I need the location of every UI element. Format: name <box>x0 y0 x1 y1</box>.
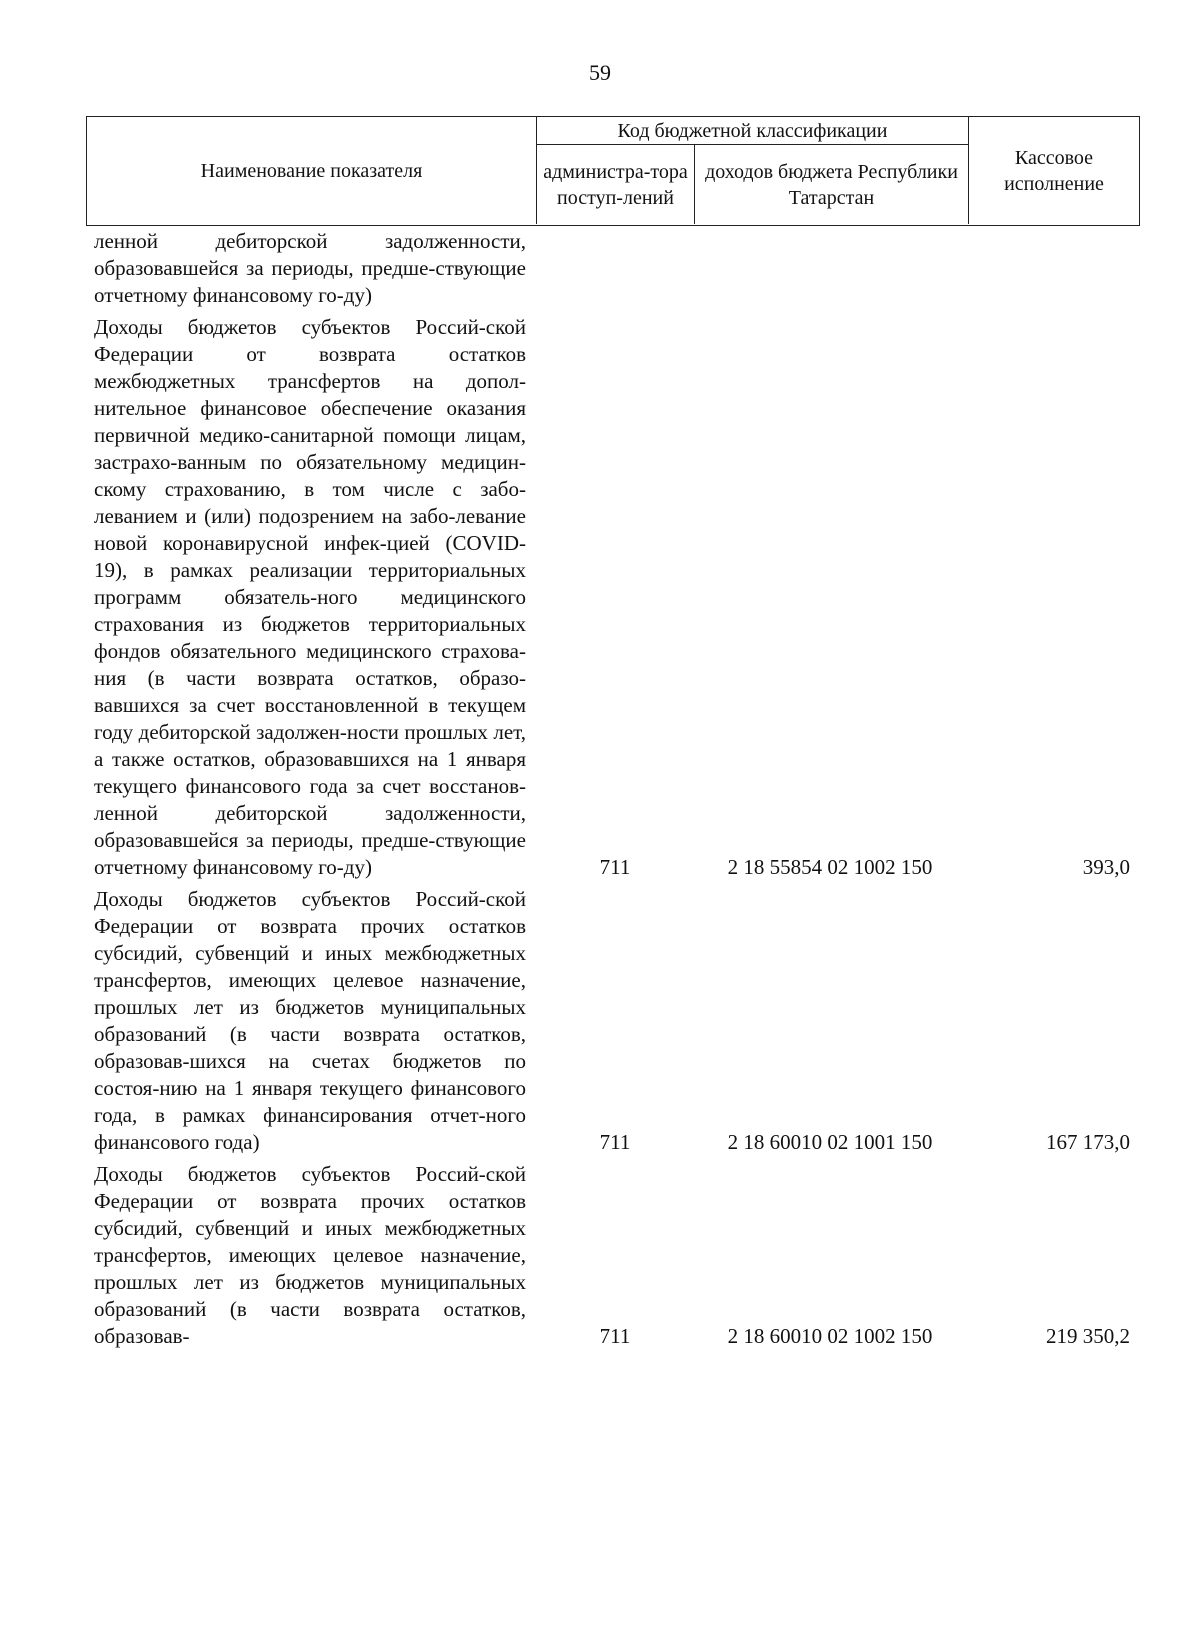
row-amount: 393,0 <box>1082 855 1130 879</box>
header-admin-column: администра-тора поступ-лений <box>537 145 695 224</box>
table-row <box>0 886 1200 1156</box>
table-row <box>0 228 1200 309</box>
row-description: Доходы бюджетов субъектов Россий-ской Федерации от возврата прочих остатков субсидий, субвенций и иных межбюджетных трансфертов, имеющих целевое назначение, прошлых лет из бюджетов муниципальных образований (в части возврата остатков, образовав-шихся на счетах бюджетов по состоя-нию на 1 января текущего финансового года, в рамках финансирования отчет-ного финансового года) <box>94 887 526 1154</box>
row-income-code: 2 18 60010 02 1001 150 <box>727 1130 933 1154</box>
row-admin-code: 711 <box>599 1130 631 1154</box>
row-admin-code: 711 <box>599 1324 631 1348</box>
table-body <box>0 228 1200 1350</box>
row-description: Доходы бюджетов субъектов Россий-ской Федерации от возврата остатков межбюджетных трансфертов на допол-нительное финансовое обеспечение оказания первичной медико-санитарной помощи лицам, застрахо-ванным по обязательному медицин-скому страхованию, в том числе с забо-леванием и (или) подозрением на забо-левание новой коронавирусной инфек-цией (COVID-19), в рамках реализации территориальных программ обязатель-ного медицинского страхования из бюджетов территориальных фондов обязательного медицинского страхова-ния (в части возврата остатков, образо-вавшихся за счет восстановленной в текущем году дебиторской задолжен-ности прошлых лет, а также остатков, образовавшихся на 1 января текущего финансового года за счет восстанов-ленной дебиторской задолженности, образовавшейся за периоды, предше-ствующие отчетному финансовому го-ду) <box>94 315 526 879</box>
row-income-code: 2 18 55854 02 1002 150 <box>727 855 933 879</box>
row-amount: 167 173,0 <box>1046 1130 1130 1154</box>
row-description: Доходы бюджетов субъектов Россий-ской Федерации от возврата прочих остатков субсидий, субвенций и иных межбюджетных трансфертов, имеющих целевое назначение, прошлых лет из бюджетов муниципальных образований (в части возврата остатков, образовав- <box>94 1162 526 1348</box>
header-code-group: Код бюджетной классификации <box>537 117 969 145</box>
header-execution-column: Кассовое исполнение <box>1004 146 1104 195</box>
header-income-column: доходов бюджета Республики Татарстан <box>695 145 969 224</box>
row-income-code: 2 18 60010 02 1002 150 <box>727 1324 933 1348</box>
row-description: ленной дебиторской задолженности, образовавшейся за периоды, предше-ствующие отчетному финансовому го-ду) <box>94 229 526 307</box>
row-admin-code: 711 <box>599 855 631 879</box>
table-row <box>0 314 1200 881</box>
table-row <box>0 1161 1200 1350</box>
table-header <box>86 116 1140 226</box>
page-number: 59 <box>589 60 611 85</box>
header-name-column: Наименование показателя <box>87 117 537 224</box>
row-amount: 219 350,2 <box>1046 1324 1130 1348</box>
